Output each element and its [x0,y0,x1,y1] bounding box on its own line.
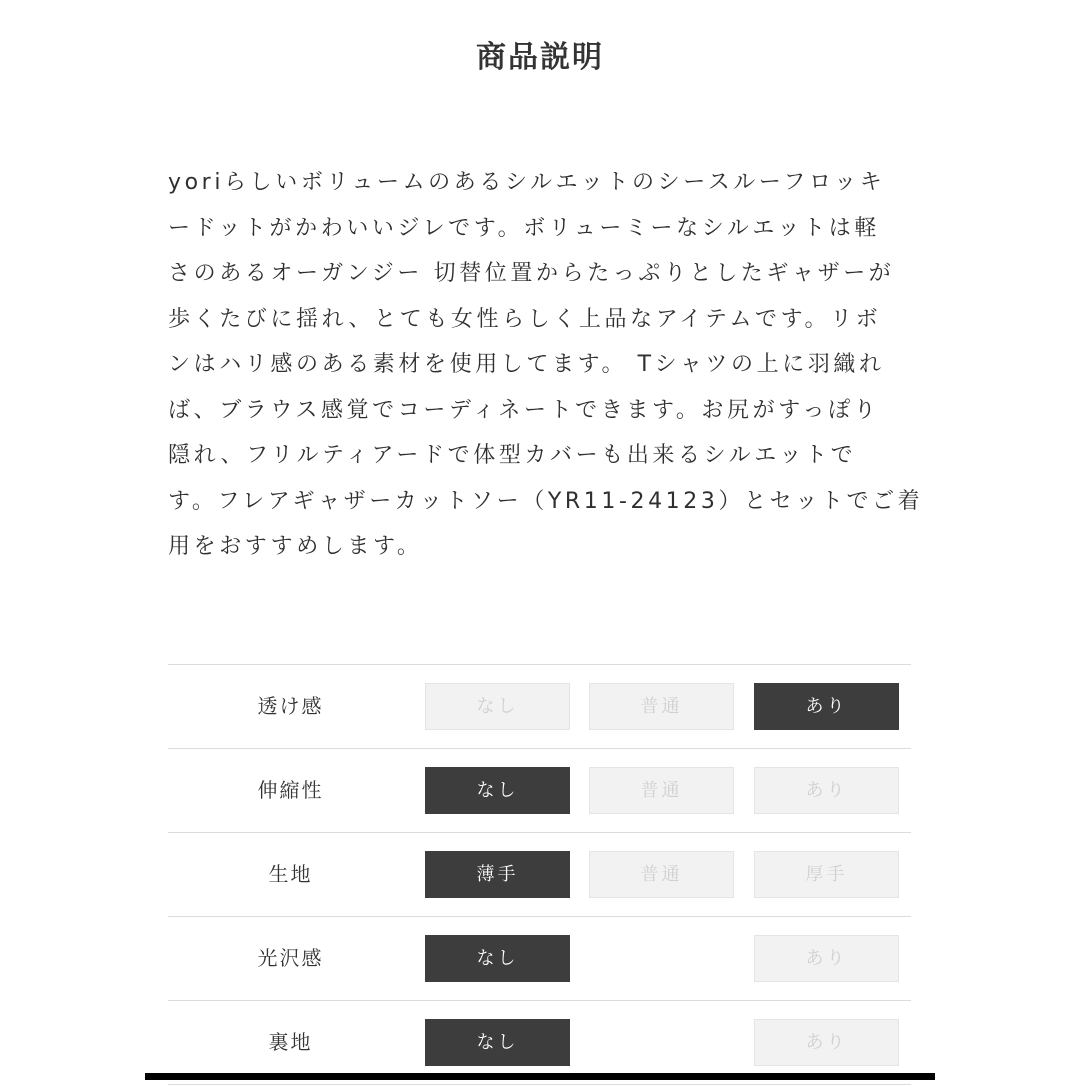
spec-option-thick: 厚手 [754,851,899,898]
spec-option-none: なし [425,935,570,982]
page-title: 商品説明 [476,40,604,75]
description-line: 隠れ、フリルティアードで体型カバーも出来るシルエットで [168,443,857,468]
description-line: さのあるオーガンジー 切替位置からたっぷりとしたギャザーが [168,261,895,286]
description-line: す。フレアギャザーカットソー（YR11-24123）とセットでご着 [168,488,924,514]
spec-option-yes: あり [754,683,899,730]
spec-row-fabric [168,833,911,917]
description-line: ンはハリ感のある素材を使用してます。 Tシャツの上に羽織れ [168,352,885,377]
description-line: 用をおすすめします。 [168,534,423,559]
spec-row-stretch [168,749,911,833]
spec-option-normal: 普通 [589,851,734,898]
spec-row-gloss [168,917,911,1001]
spec-option-yes: あり [754,935,899,982]
spec-label: 裏地 [268,1030,313,1054]
spec-label: 伸縮性 [257,778,324,802]
spec-option-none: なし [425,1019,570,1066]
spec-label: 透け感 [257,694,324,718]
description-line: ば、ブラウス感覚でコーディネートできます。お尻がすっぽり [168,397,880,423]
spec-option-normal: 普通 [589,683,734,730]
product-description [168,160,924,570]
spec-option-normal: 普通 [589,767,734,814]
spec-option-none: なし [425,683,570,730]
description-line: 歩くたびに揺れ、とても女性らしく上品なアイテムです。リボ [168,306,882,332]
spec-option-yes: あり [754,767,899,814]
spec-row-transparency [168,665,911,749]
spec-option-thin: 薄手 [425,851,570,898]
spec-table [168,664,911,1085]
spec-label: 光沢感 [257,946,324,970]
description-line: ードットがかわいいジレです。ボリューミーなシルエットは軽 [168,215,880,241]
spec-label: 生地 [268,862,313,886]
spec-option-none: なし [425,767,570,814]
spec-option-yes: あり [754,1019,899,1066]
bottom-edge-bar [145,1073,935,1080]
description-line: yoriらしいボリュームのあるシルエットのシースルーフロッキ [168,170,886,195]
